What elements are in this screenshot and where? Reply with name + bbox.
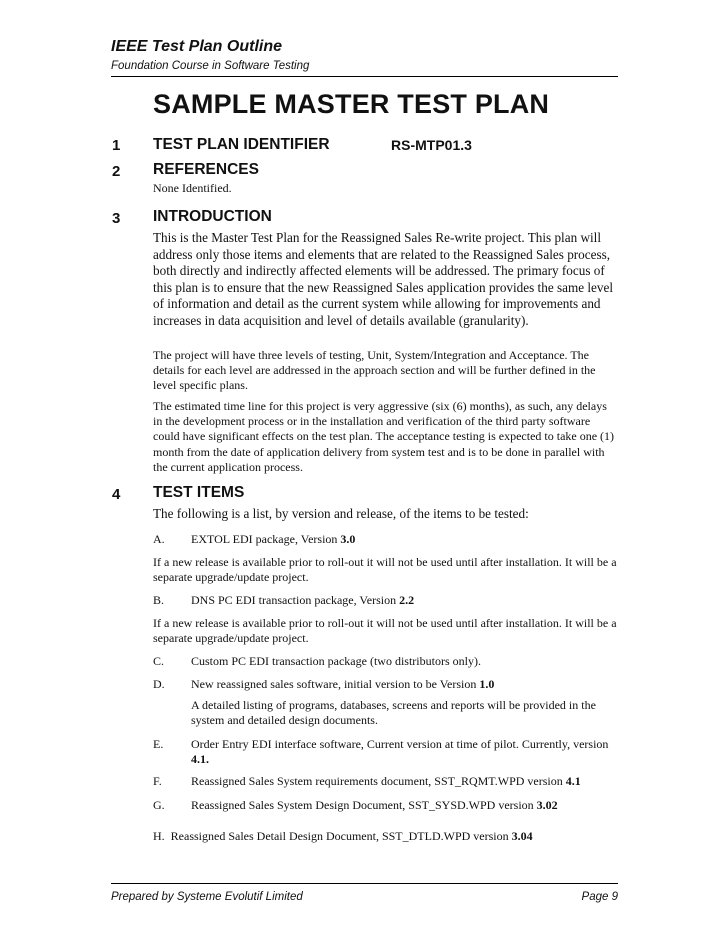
item-letter: A. <box>153 532 165 546</box>
test-item-b-note: If a new release is available prior to roll-out it will not be used until after installation. It will be a separate upgrade/update project. <box>153 616 617 646</box>
item-text: Order Entry EDI interface software, Current version at time of pilot. Currently, version <box>191 737 609 751</box>
item-letter: B. <box>153 593 165 607</box>
item-text: New reassigned sales software, initial version to be Version <box>191 677 480 691</box>
item-letter: G. <box>153 798 165 812</box>
item-text: Custom PC EDI transaction package (two distributors only). <box>191 654 481 668</box>
test-item-d-note: A detailed listing of programs, databases, screens and reports will be provided in the system and detailed design documents. <box>191 698 596 728</box>
item-text: Reassigned Sales Detail Design Document, SST_DTLD.WPD version <box>170 829 512 843</box>
test-item-f <box>153 774 618 789</box>
test-item-d <box>153 677 618 692</box>
item-text: EXTOL EDI package, Version <box>191 532 341 546</box>
item-letter: H. <box>153 829 165 843</box>
item-version: 4.1. <box>191 752 209 767</box>
item-version: 3.04 <box>511 829 533 843</box>
test-items-intro: The following is a list, by version and release, of the items to be tested: <box>153 506 529 521</box>
item-version: 1.0 <box>479 677 495 691</box>
test-item-a <box>153 532 618 547</box>
section-1-number: 1 <box>112 137 121 154</box>
section-4-heading: TEST ITEMS <box>153 484 245 501</box>
footer-page-number: Page 9 <box>581 891 618 903</box>
introduction-paragraph-2: The project will have three levels of testing, Unit, System/Integration and Acceptance. The details for each level are addressed in the approach section and will be further defined in the level specific plans. <box>153 348 596 393</box>
test-plan-identifier: RS-MTP01.3 <box>391 137 472 153</box>
section-3-heading: INTRODUCTION <box>153 208 272 225</box>
item-text: DNS PC EDI transaction package, Version <box>191 593 400 607</box>
item-letter: F. <box>153 774 162 788</box>
introduction-paragraph-3: The estimated time line for this project is very aggressive (six (6) months), as such, any delays in the development process or in the installation and verification of the third party software could have significant effects on the test plan. The acceptance testing is expected to take one (1) month from the date of application delivery from system test and is to be done in parallel with the current application process. <box>153 399 615 474</box>
introduction-paragraph-1: This is the Master Test Plan for the Reassigned Sales Re-write project. This plan will address only those items and elements that are related to the Reassigned Sales process, both directly and indirectly affected elements will be addressed. The primary focus of this plan is to ensure that the new Reassigned Sales application provides the same level of information and detail as the current system while allowing for improvements and increases in data acquisition and level of details available (granularity). <box>153 230 613 328</box>
footer-rule <box>111 883 618 884</box>
section-2-number: 2 <box>112 163 121 180</box>
test-item-b <box>153 593 618 608</box>
item-text: Reassigned Sales System Design Document, SST_SYSD.WPD version <box>191 798 537 812</box>
header-subtitle: Foundation Course in Software Testing <box>111 60 310 72</box>
item-version: 4.1 <box>565 774 581 788</box>
item-letter: E. <box>153 737 164 751</box>
header-title: IEEE Test Plan Outline <box>111 38 282 55</box>
item-letter: C. <box>153 654 165 668</box>
footer-prepared-by: Prepared by Systeme Evolutif Limited <box>111 891 303 903</box>
test-item-h <box>153 829 618 844</box>
test-item-e <box>153 737 618 767</box>
item-letter: D. <box>153 677 165 691</box>
item-version: 2.2 <box>399 593 415 607</box>
section-4-number: 4 <box>112 486 121 503</box>
section-1-heading: TEST PLAN IDENTIFIER <box>153 136 330 153</box>
header-rule <box>111 76 618 77</box>
test-item-c <box>153 654 618 669</box>
section-3-number: 3 <box>112 210 121 227</box>
test-item-g <box>153 798 618 813</box>
item-text: Reassigned Sales System requirements document, SST_RQMT.WPD version <box>191 774 566 788</box>
item-version: 3.0 <box>340 532 356 546</box>
item-version: 3.02 <box>536 798 558 812</box>
test-item-a-note: If a new release is available prior to roll-out it will not be used until after installation. It will be a separate upgrade/update project. <box>153 555 617 585</box>
references-text: None Identified. <box>153 181 232 195</box>
document-title: SAMPLE MASTER TEST PLAN <box>153 89 550 119</box>
section-2-heading: REFERENCES <box>153 161 259 178</box>
